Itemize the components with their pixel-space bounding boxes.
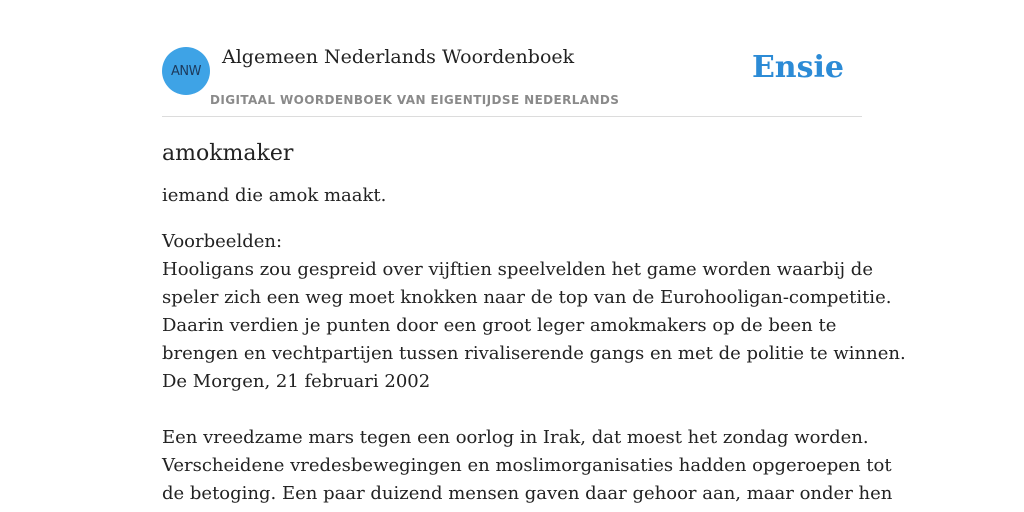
- dictionary-subtitle: DIGITAAL WOORDENBOEK VAN EIGENTIJDSE NEDERLANDS: [210, 93, 620, 107]
- example-line: brengen en vechtpartijen tussen rivaliserende gangs en met de politie te winnen.: [162, 343, 906, 364]
- example-line: Verscheidene vredesbewegingen en moslimorganisaties hadden opgeroepen tot: [162, 455, 892, 476]
- example-line: Daarin verdien je punten door een groot leger amokmakers op de been te: [162, 315, 837, 336]
- example-block: [162, 256, 906, 396]
- entry-content: [162, 136, 906, 512]
- example-line: Een vreedzame mars tegen een oorlog in Irak, dat moest het zondag worden.: [162, 427, 869, 448]
- example-source: De Morgen, 21 februari 2002: [162, 371, 431, 392]
- example-line: de betoging. Een paar duizend mensen gaven daar gehoor aan, maar onder hen: [162, 483, 893, 504]
- ensie-brand-link[interactable]: Ensie: [751, 50, 844, 85]
- logo-text: ANW: [171, 63, 201, 79]
- example-block: [162, 424, 893, 508]
- example-line: speler zich een weg moet knokken naar de top van de Eurohooligan-competitie.: [162, 287, 892, 308]
- anw-logo[interactable]: [162, 47, 210, 95]
- dictionary-title[interactable]: Algemeen Nederlands Woordenboek: [222, 46, 575, 68]
- entry-headword: amokmaker: [162, 141, 294, 166]
- site-header: [162, 40, 862, 117]
- example-line: Hooligans zou gespreid over vijftien speelvelden het game worden waarbij de: [162, 259, 873, 280]
- examples-label: Voorbeelden:: [162, 231, 283, 252]
- entry-definition: iemand die amok maakt.: [162, 185, 387, 206]
